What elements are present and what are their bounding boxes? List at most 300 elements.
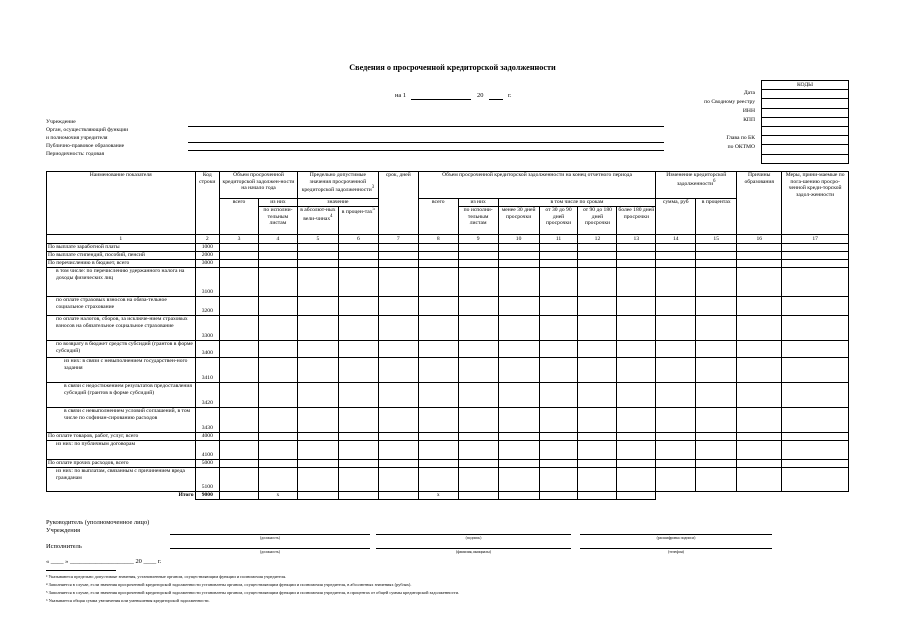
cell-col-15[interactable]	[696, 468, 737, 492]
cell-col-3[interactable]	[220, 441, 259, 460]
cell-col-12[interactable]	[578, 460, 617, 468]
row-code: 3410	[195, 358, 220, 383]
cell-col-15[interactable]	[696, 358, 737, 383]
institution-line	[188, 126, 664, 127]
cell-col-14[interactable]	[656, 316, 696, 341]
cell-col-15[interactable]	[696, 441, 737, 460]
label-kpp: КПП	[743, 117, 755, 123]
cell-col-8[interactable]	[418, 383, 458, 408]
cell-col-5[interactable]	[297, 441, 338, 460]
cell-col-17[interactable]	[782, 252, 849, 260]
cell-col-10[interactable]	[498, 383, 539, 408]
cell-col-11[interactable]	[539, 441, 578, 460]
cell-col-9[interactable]	[458, 441, 498, 460]
cell-col-7[interactable]	[378, 383, 418, 408]
row-name: в связи с недостижением результатов предоставления субсидий (грантов в форме субсидий)	[47, 383, 196, 408]
table-row	[47, 383, 849, 408]
col-number-11: 11	[539, 235, 578, 244]
col-number-15: 15	[696, 235, 737, 244]
cell-col-5[interactable]	[297, 433, 338, 441]
row-name: из них: в связи с невыполнением государствен-ного задания	[47, 358, 196, 383]
cell-col-4[interactable]	[258, 316, 297, 341]
cell-col-5[interactable]	[297, 383, 338, 408]
cell-col-4[interactable]	[258, 244, 297, 252]
cell-col-15[interactable]	[696, 408, 737, 433]
cell-col-5[interactable]	[297, 408, 338, 433]
footnote-6: ⁶ Указывается общая сумма увеличения или уменьшения кредиторской задолженности.	[46, 598, 210, 603]
cell-col-12[interactable]	[578, 433, 617, 441]
total-cell-col-11[interactable]	[539, 492, 578, 500]
cell-col-13[interactable]	[617, 358, 656, 383]
col-number-10: 10	[498, 235, 539, 244]
table-row	[47, 441, 849, 460]
cell-col-4[interactable]	[258, 441, 297, 460]
cell-col-13[interactable]	[617, 468, 656, 492]
cell-col-3[interactable]	[220, 433, 259, 441]
cell-col-5[interactable]	[297, 358, 338, 383]
sup-3: 3	[371, 185, 375, 191]
cell-col-14[interactable]	[656, 408, 696, 433]
total-cell-col-12[interactable]	[578, 492, 617, 500]
cell-col-7[interactable]	[378, 341, 418, 358]
cell-col-11[interactable]	[539, 468, 578, 492]
cell-col-10[interactable]	[498, 260, 539, 268]
cell-col-9[interactable]	[458, 408, 498, 433]
cell-col-13[interactable]	[617, 408, 656, 433]
cell-col-13[interactable]	[617, 341, 656, 358]
cell-col-16[interactable]	[737, 441, 782, 460]
cell-col-6[interactable]	[338, 408, 378, 433]
label-registry: по Сводному реестру	[704, 99, 755, 105]
table-row	[47, 268, 849, 297]
cell-col-6[interactable]	[338, 316, 378, 341]
cell-col-14[interactable]	[656, 358, 696, 383]
cell-col-11[interactable]	[539, 460, 578, 468]
cap-signature: (подпись)	[465, 536, 482, 540]
cell-col-3[interactable]	[220, 460, 259, 468]
table-row	[47, 460, 849, 468]
cell-col-4[interactable]	[258, 268, 297, 297]
cell-col-5[interactable]	[297, 297, 338, 316]
hdr-abs-text: в абсолют-ных вели-чинах	[300, 207, 336, 222]
date-prefix: на 1	[395, 92, 407, 99]
cell-col-15[interactable]	[696, 297, 737, 316]
cell-col-13[interactable]	[617, 244, 656, 252]
cell-col-13[interactable]	[617, 252, 656, 260]
cell-col-4[interactable]	[258, 408, 297, 433]
cell-col-8[interactable]	[418, 297, 458, 316]
cell-col-13[interactable]	[617, 316, 656, 341]
hdr-start-exec: по исполни-тельным листам	[258, 207, 297, 235]
cell-col-10[interactable]	[498, 341, 539, 358]
table-body	[47, 244, 849, 500]
cell-col-6[interactable]	[338, 358, 378, 383]
total-cell-col-10[interactable]	[498, 492, 539, 500]
cell-col-11[interactable]	[539, 341, 578, 358]
cell-col-14[interactable]	[656, 433, 696, 441]
cell-col-8[interactable]	[418, 408, 458, 433]
code-cell-registry	[762, 99, 848, 108]
cell-col-5[interactable]	[297, 341, 338, 358]
row-code: 3200	[195, 297, 220, 316]
code-cell-kpp	[762, 118, 848, 127]
col-number-7: 7	[378, 235, 418, 244]
cell-col-17[interactable]	[782, 460, 849, 468]
cell-col-17[interactable]	[782, 244, 849, 252]
cell-col-15[interactable]	[696, 252, 737, 260]
cell-col-3[interactable]	[220, 260, 259, 268]
cell-col-14[interactable]	[656, 244, 696, 252]
total-cell-col-6[interactable]	[338, 492, 378, 500]
hdr-vol-end: Объем просроченной кредиторской задолженности на конец отчетного периода	[418, 172, 656, 199]
public-entity-line	[188, 150, 664, 151]
cell-col-17[interactable]	[782, 260, 849, 268]
cell-col-12[interactable]	[578, 297, 617, 316]
cell-col-5[interactable]	[297, 268, 338, 297]
cell-col-5[interactable]	[297, 460, 338, 468]
cell-col-9[interactable]	[458, 252, 498, 260]
cell-col-17[interactable]	[782, 358, 849, 383]
cell-col-4[interactable]	[258, 252, 297, 260]
cell-col-12[interactable]	[578, 383, 617, 408]
cell-col-5[interactable]	[297, 244, 338, 252]
label-public-entity: Публично-правовое образование	[46, 143, 125, 149]
cell-col-3[interactable]	[220, 297, 259, 316]
hdr-code: Код строки	[195, 172, 220, 235]
cell-col-11[interactable]	[539, 244, 578, 252]
cell-col-10[interactable]	[498, 460, 539, 468]
cell-col-5[interactable]	[297, 252, 338, 260]
cell-col-16[interactable]	[737, 252, 782, 260]
cell-col-6[interactable]	[338, 383, 378, 408]
cell-col-17[interactable]	[782, 268, 849, 297]
cell-col-14[interactable]	[656, 468, 696, 492]
cell-col-9[interactable]	[458, 383, 498, 408]
total-cell-col-9[interactable]	[458, 492, 498, 500]
cell-col-8[interactable]	[418, 433, 458, 441]
cell-col-8[interactable]	[418, 244, 458, 252]
cell-col-7[interactable]	[378, 268, 418, 297]
cell-col-10[interactable]	[498, 408, 539, 433]
cell-col-12[interactable]	[578, 358, 617, 383]
col-number-16: 16	[737, 235, 782, 244]
table-row	[47, 316, 849, 341]
total-cell-col-3[interactable]	[220, 492, 259, 500]
footnote-4: ⁴ Заполняется в случае, если значения просроченной кредиторской задолженности установлены органом, осуществляющим функции и полномочия учредителя, в абсолютных значениях (рублях).	[46, 582, 412, 587]
cell-col-4[interactable]	[258, 260, 297, 268]
cell-col-6[interactable]	[338, 260, 378, 268]
cell-col-6[interactable]	[338, 433, 378, 441]
cell-col-16[interactable]	[737, 268, 782, 297]
cell-col-9[interactable]	[458, 341, 498, 358]
hdr-over180: более 180 дней просрочки	[617, 207, 656, 235]
cell-col-4[interactable]	[258, 468, 297, 492]
cell-col-16[interactable]	[737, 341, 782, 358]
cell-col-7[interactable]	[378, 468, 418, 492]
cell-col-11[interactable]	[539, 268, 578, 297]
hdr-90-180: от 90 до 180 дней просрочки	[578, 207, 617, 235]
cell-col-13[interactable]	[617, 383, 656, 408]
cell-col-6[interactable]	[338, 441, 378, 460]
sign-date-line: « ____ » ____________________ 20 ____ г.	[46, 558, 162, 565]
code-cell-empty	[762, 127, 848, 136]
cell-col-8[interactable]	[418, 468, 458, 492]
row-name: По выплате стипендий, пособий, пенсий	[47, 252, 196, 260]
hdr-incl-terms: в том числе по срокам	[498, 199, 656, 207]
footnote-5: ⁵ Заполняется в случае, если значения просроченной кредиторской задолженности установлены органом, осуществляющим функции и полномочия учредителя, в процентах от общей суммы кредиторской задолженности.	[46, 590, 460, 595]
cell-col-13[interactable]	[617, 268, 656, 297]
cell-col-8[interactable]	[418, 316, 458, 341]
col-number-3: 3	[220, 235, 259, 244]
cell-col-8[interactable]	[418, 268, 458, 297]
cell-col-7[interactable]	[378, 441, 418, 460]
cell-col-16[interactable]	[737, 460, 782, 468]
total-cell-col-7[interactable]	[378, 492, 418, 500]
cell-col-11[interactable]	[539, 383, 578, 408]
cell-col-9[interactable]	[458, 358, 498, 383]
exec-position-line	[170, 548, 370, 549]
cell-col-12[interactable]	[578, 244, 617, 252]
cell-col-9[interactable]	[458, 244, 498, 252]
cell-col-16[interactable]	[737, 468, 782, 492]
table-row	[47, 468, 849, 492]
cell-col-16[interactable]	[737, 260, 782, 268]
cell-col-10[interactable]	[498, 433, 539, 441]
col-number-4: 4	[258, 235, 297, 244]
cell-col-8[interactable]	[418, 358, 458, 383]
cell-col-9[interactable]	[458, 433, 498, 441]
cell-col-13[interactable]	[617, 460, 656, 468]
col-number-5: 5	[297, 235, 338, 244]
cell-col-7[interactable]	[378, 297, 418, 316]
cell-col-10[interactable]	[498, 297, 539, 316]
row-name: из них: по выплатам, связанным с причинением вреда гражданам	[47, 468, 196, 492]
cell-col-3[interactable]	[220, 408, 259, 433]
cell-col-12[interactable]	[578, 260, 617, 268]
cell-col-15[interactable]	[696, 460, 737, 468]
cell-col-11[interactable]	[539, 408, 578, 433]
cell-col-10[interactable]	[498, 252, 539, 260]
cell-col-12[interactable]	[578, 408, 617, 433]
cell-col-8[interactable]	[418, 252, 458, 260]
cell-col-6[interactable]	[338, 252, 378, 260]
cell-col-15[interactable]	[696, 244, 737, 252]
cell-col-12[interactable]	[578, 268, 617, 297]
cell-col-3[interactable]	[220, 383, 259, 408]
cell-col-12[interactable]	[578, 341, 617, 358]
cell-col-9[interactable]	[458, 468, 498, 492]
code-cell-inn	[762, 109, 848, 118]
cell-col-14[interactable]	[656, 260, 696, 268]
label-periodicity: Периодичность: годовая	[46, 151, 105, 157]
hdr-reason: Причины образования	[737, 172, 782, 235]
cell-col-4[interactable]	[258, 358, 297, 383]
cell-col-16[interactable]	[737, 383, 782, 408]
cell-col-13[interactable]	[617, 433, 656, 441]
cell-col-12[interactable]	[578, 252, 617, 260]
cell-col-11[interactable]	[539, 433, 578, 441]
cell-col-11[interactable]	[539, 252, 578, 260]
cell-col-17[interactable]	[782, 341, 849, 358]
cell-col-4[interactable]	[258, 433, 297, 441]
cell-col-17[interactable]	[782, 316, 849, 341]
cell-col-17[interactable]	[782, 441, 849, 460]
cell-col-10[interactable]	[498, 316, 539, 341]
cell-col-5[interactable]	[297, 468, 338, 492]
cell-col-8[interactable]	[418, 441, 458, 460]
cell-col-5[interactable]	[297, 260, 338, 268]
cell-col-9[interactable]	[458, 297, 498, 316]
total-cell-col-16[interactable]	[737, 492, 782, 500]
total-cell-col-13[interactable]	[617, 492, 656, 500]
cell-col-7[interactable]	[378, 244, 418, 252]
total-label: Итого	[178, 492, 194, 498]
label-institution: Учреждение	[46, 119, 76, 125]
row-code: 3430	[195, 408, 220, 433]
cell-col-12[interactable]	[578, 316, 617, 341]
cell-col-5[interactable]	[297, 316, 338, 341]
cell-col-14[interactable]	[656, 383, 696, 408]
cell-col-6[interactable]	[338, 460, 378, 468]
cell-col-10[interactable]	[498, 268, 539, 297]
cell-col-11[interactable]	[539, 316, 578, 341]
cell-col-4[interactable]	[258, 383, 297, 408]
footnote-separator	[46, 570, 116, 571]
cell-col-4[interactable]	[258, 460, 297, 468]
cell-col-14[interactable]	[656, 297, 696, 316]
cell-col-7[interactable]	[378, 358, 418, 383]
row-name: в том числе: по перечислению удержанного налога на доходы физических лиц	[47, 268, 196, 297]
row-code: 4000	[195, 433, 220, 441]
cell-col-3[interactable]	[220, 341, 259, 358]
cell-col-16[interactable]	[737, 244, 782, 252]
row-name: По выплате заработной платы	[47, 244, 196, 252]
cell-col-7[interactable]	[378, 460, 418, 468]
table-row	[47, 341, 849, 358]
col-number-2: 2	[195, 235, 220, 244]
row-name: По оплате товаров, работ, услуг, всего	[47, 433, 196, 441]
year-blank	[489, 99, 503, 100]
cell-col-9[interactable]	[458, 260, 498, 268]
total-cell-col-5[interactable]	[297, 492, 338, 500]
cell-col-16[interactable]	[737, 408, 782, 433]
label-bk: Глава по БК	[726, 135, 755, 141]
cell-col-10[interactable]	[498, 441, 539, 460]
total-row	[47, 492, 849, 500]
cell-col-3[interactable]	[220, 252, 259, 260]
cell-col-9[interactable]	[458, 460, 498, 468]
cell-col-14[interactable]	[656, 252, 696, 260]
label-founder-1: Орган, осуществляющий функции	[46, 127, 129, 133]
cell-col-4[interactable]	[258, 297, 297, 316]
date-suffix: г.	[508, 92, 512, 99]
cell-col-13[interactable]	[617, 260, 656, 268]
cell-col-8[interactable]	[418, 460, 458, 468]
cell-col-13[interactable]	[617, 441, 656, 460]
col-number-14: 14	[656, 235, 696, 244]
cell-col-6[interactable]	[338, 341, 378, 358]
label-oktmo: по ОКТМО	[727, 144, 755, 150]
cell-col-8[interactable]	[418, 341, 458, 358]
cell-col-8[interactable]	[418, 260, 458, 268]
cell-col-7[interactable]	[378, 408, 418, 433]
cell-col-16[interactable]	[737, 358, 782, 383]
hdr-limit	[297, 172, 378, 199]
cell-col-3[interactable]	[220, 268, 259, 297]
cell-col-15[interactable]	[696, 383, 737, 408]
cell-col-12[interactable]	[578, 441, 617, 460]
cell-col-7[interactable]	[378, 433, 418, 441]
cell-col-15[interactable]	[696, 268, 737, 297]
cell-col-14[interactable]	[656, 460, 696, 468]
cell-col-14[interactable]	[656, 268, 696, 297]
date-blank	[411, 99, 471, 100]
cell-col-10[interactable]	[498, 244, 539, 252]
hdr-start-of-them: из них	[258, 199, 297, 207]
total-cell-col-14[interactable]	[656, 492, 696, 500]
cell-col-16[interactable]	[737, 316, 782, 341]
cell-col-17[interactable]	[782, 383, 849, 408]
hdr-limit-text: Предельно допустимые значения просроченной кредиторской задолженности	[301, 172, 372, 194]
cell-col-10[interactable]	[498, 468, 539, 492]
cell-col-15[interactable]	[696, 316, 737, 341]
cell-col-13[interactable]	[617, 297, 656, 316]
cell-col-6[interactable]	[338, 297, 378, 316]
cell-col-7[interactable]	[378, 252, 418, 260]
cell-col-16[interactable]	[737, 297, 782, 316]
cell-col-9[interactable]	[458, 268, 498, 297]
cell-col-15[interactable]	[696, 341, 737, 358]
cell-col-7[interactable]	[378, 316, 418, 341]
cell-col-3[interactable]	[220, 468, 259, 492]
label-founder-2: и полномочия учредителя	[46, 135, 108, 141]
total-cell-col-15[interactable]	[696, 492, 737, 500]
cell-col-15[interactable]	[696, 433, 737, 441]
cell-col-3[interactable]	[220, 244, 259, 252]
total-cell-col-17[interactable]	[782, 492, 849, 500]
cell-col-11[interactable]	[539, 297, 578, 316]
cell-col-17[interactable]	[782, 297, 849, 316]
cell-col-14[interactable]	[656, 441, 696, 460]
cell-col-17[interactable]	[782, 408, 849, 433]
cell-col-9[interactable]	[458, 316, 498, 341]
cell-col-11[interactable]	[539, 260, 578, 268]
cell-col-12[interactable]	[578, 468, 617, 492]
row-code: 5000	[195, 460, 220, 468]
code-cell-oktmo	[762, 145, 848, 154]
cell-col-7[interactable]	[378, 260, 418, 268]
cell-col-16[interactable]	[737, 433, 782, 441]
cell-col-3[interactable]	[220, 316, 259, 341]
cell-col-15[interactable]	[696, 260, 737, 268]
total-cell-col-8: x	[418, 492, 458, 500]
cell-col-6[interactable]	[338, 268, 378, 297]
cell-col-17[interactable]	[782, 433, 849, 441]
cell-col-6[interactable]	[338, 244, 378, 252]
hdr-term: срок, дней	[378, 172, 418, 235]
cell-col-10[interactable]	[498, 358, 539, 383]
cell-col-14[interactable]	[656, 341, 696, 358]
hdr-start-total: всего	[220, 199, 259, 235]
cell-col-3[interactable]	[220, 358, 259, 383]
cap-decoding: (расшифровка подписи)	[656, 536, 696, 540]
cell-col-4[interactable]	[258, 341, 297, 358]
cell-col-17[interactable]	[782, 468, 849, 492]
exec-phone-line	[580, 548, 772, 549]
cell-col-11[interactable]	[539, 358, 578, 383]
codes-header: КОДЫ	[762, 81, 848, 90]
cell-col-6[interactable]	[338, 468, 378, 492]
